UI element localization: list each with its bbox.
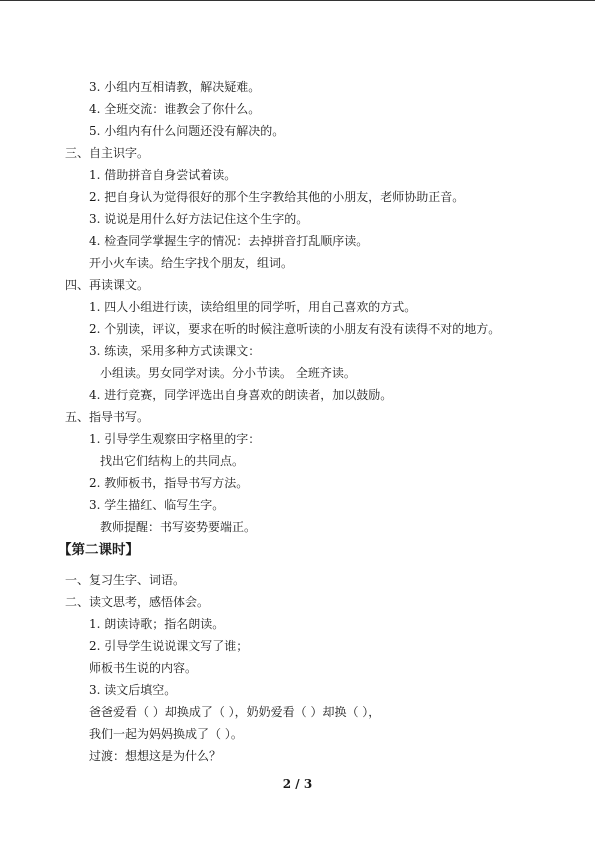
text-line: 小组读。男女同学对读。分小节读。 全班齐读。 — [100, 366, 356, 380]
text-line: 4. 全班交流：谁教会了你什么。 — [89, 102, 261, 116]
fill-blank-line: 我们一起为妈妈换成了（ ）。 — [89, 727, 243, 741]
text-line: 3. 说说是用什么好方法记住这个生字的。 — [89, 212, 309, 226]
text-line: 1. 四人小组进行读，读给组里的同学听，用自己喜欢的方式。 — [89, 300, 417, 314]
text-line: 2. 教师板书，指导书写方法。 — [89, 476, 249, 490]
lesson-heading: 【第二课时】 — [58, 542, 139, 558]
section-heading: 三、自主识字。 — [65, 146, 150, 160]
fill-blank-line: 爸爸爱看（ ）却换成了（ ），奶奶爱看（ ）却换（ ）， — [89, 705, 381, 719]
section-heading: 四、再读课文。 — [65, 278, 150, 292]
text-line: 2. 个别读，评议，要求在听的时候注意听读的小朋友有没有读得不对的地方。 — [89, 322, 501, 336]
text-line: 2. 把自身认为觉得很好的那个生字教给其他的小朋友，老师协助正音。 — [89, 190, 465, 204]
text-line: 3. 读文后填空。 — [89, 683, 177, 697]
text-line: 4. 进行竞赛，同学评选出自身喜欢的朗读者，加以鼓励。 — [89, 388, 393, 402]
text-line: 找出它们结构上的共同点。 — [100, 454, 245, 468]
text-line: 5. 小组内有什么问题还没有解决的。 — [89, 124, 285, 138]
section-heading: 一、复习生字、词语。 — [65, 573, 186, 587]
text-line: 教师提醒：书写姿势要端正。 — [100, 520, 257, 534]
text-line: 3. 练读，采用多种方式读课文： — [89, 344, 261, 358]
text-line: 3. 小组内互相请教，解决疑难。 — [89, 80, 261, 94]
top-rule — [0, 0, 595, 1]
text-line: 1. 朗读诗歌；指名朗读。 — [89, 617, 225, 631]
text-line: 1. 引导学生观察田字格里的字： — [89, 432, 261, 446]
text-line: 师板书生说的内容。 — [89, 661, 198, 675]
page-number: 2 / 3 — [282, 777, 313, 791]
text-line: 1. 借助拼音自身尝试着读。 — [89, 168, 237, 182]
text-line: 2. 引导学生说说课文写了谁； — [89, 639, 249, 653]
text-line: 4. 检查同学掌握生字的情况：去掉拼音打乱顺序读。 — [89, 234, 369, 248]
text-line: 3. 学生描红、临写生字。 — [89, 498, 225, 512]
section-heading: 五、指导书写。 — [65, 410, 150, 424]
text-line: 过渡：想想这是为什么？ — [89, 749, 222, 763]
text-line: 开小火车读。给生字找个朋友，组词。 — [89, 256, 294, 270]
section-heading: 二、读文思考，感悟体会。 — [65, 595, 210, 609]
